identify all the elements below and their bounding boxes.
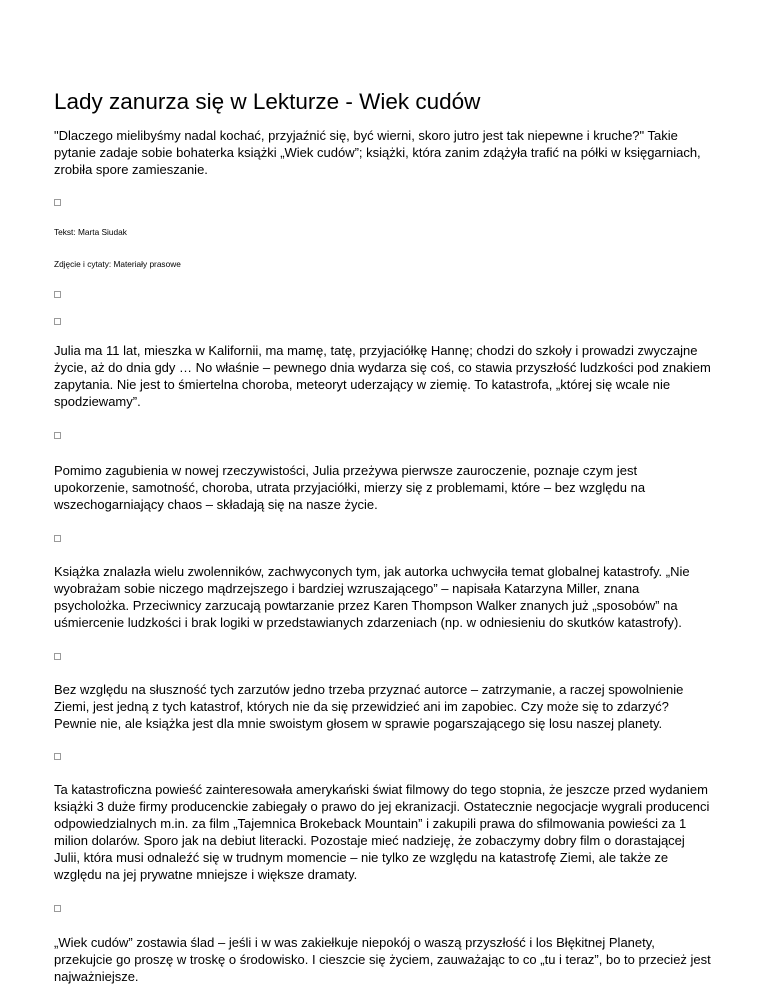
image-placeholder-icon <box>54 753 61 760</box>
article-lead: "Dlaczego mielibyśmy nadal kochać, przyjaźnić się, być wierni, skoro jutro jest tak niepewne i kruche?" Takie pytanie zadaje sobie bohaterka książki „Wiek cudów”; książki, która zanim zdążyła trafić na półki w księgarniach, zrobiła spore zamieszanie. <box>54 128 701 177</box>
image-placeholder-icon <box>54 199 61 206</box>
credit-photos: Zdjęcie i cytaty: Materiały prasowe <box>54 259 181 269</box>
article-paragraph: Ta katastroficzna powieść zainteresowała amerykański świat filmowy do tego stopnia, że jeszcze przed wydaniem książki 3 duże firmy producenckie zabiegały o prawo do jej ekranizacji. Ostatecznie negocjacje wygrali producenci odpowiedzialnych m.in. za film „Tajemnica Brokeback Mountain” i zakupili prawa do sfilmowania powieści za 1 milion dolarów. Sporo jak na debiut literacki. Pozostaje mieć nadzieję, że zobaczymy dobry film o dorastającej Julii, która musi odnaleźć się w trudnym momencie – nie tylko ze względu na katastrofę Ziemi, ale także ze względu na jej prywatne mniejsze i większe dramaty. <box>54 782 710 882</box>
document-page <box>54 88 714 985</box>
image-placeholder-icon <box>54 653 61 660</box>
article-title: Lady zanurza się w Lekturze - Wiek cudów <box>54 89 481 114</box>
image-placeholder-icon <box>54 432 61 439</box>
image-placeholder-icon <box>54 905 61 912</box>
image-placeholder-icon <box>54 291 61 298</box>
article-paragraph: Julia ma 11 lat, mieszka w Kalifornii, ma mamę, tatę, przyjaciółkę Hannę; chodzi do szkoły i prowadzi zwyczajne życie, aż do dnia gdy … No właśnie – pewnego dnia wydarza się coś, co stawia przyszłość ludzkości pod znakiem zapytania. Nie jest to śmiertelna choroba, meteoryt uderzający w ziemię. To katastrofa, „której się wcale nie spodziewamy”. <box>54 343 711 409</box>
article-paragraph: Pomimo zagubienia w nowej rzeczywistości, Julia przeżywa pierwsze zauroczenie, poznaje czym jest upokorzenie, samotność, choroba, utrata przyjaciółki, mierzy się z problemami, które – bez względu na wszechogarniający chaos – składają się na nasze życie. <box>54 463 646 512</box>
credit-text: Tekst: Marta Siudak <box>54 227 127 237</box>
image-placeholder-icon <box>54 318 61 325</box>
article-paragraph: Książka znalazła wielu zwolenników, zachwyconych tym, jak autorka uchwyciła temat globalnej katastrofy. „Nie wyobrażam sobie niczego mądrzejszego i bardziej wzruszającego” – napisała Katarzyna Miller, znana psycholożka. Przeciwnicy zarzucają powtarzanie przez Karen Thompson Walker znanych już „sposobów” na uśmiercenie ludzkości i brak logiki w przedstawianych zdarzeniach (np. w odniesieniu do skutków katastrofy). <box>54 564 690 630</box>
image-placeholder-icon <box>54 535 61 542</box>
article-paragraph: Bez względu na słuszność tych zarzutów jedno trzeba przyznać autorce – zatrzymanie, a raczej spowolnienie Ziemi, jest jedną z tych katastrof, których nie da się przewidzieć ani im zapobiec. Czy może się to zdarzyć? Pewnie nie, ale książka jest dla mnie swoistym głosem w sprawie pogarszającego się losu naszej planety. <box>54 682 684 731</box>
article-paragraph: „Wiek cudów” zostawia ślad – jeśli i w was zakiełkuje niepokój o waszą przyszłość i los Błękitnej Planety, przekujcie go proszę w troskę o środowisko. I cieszcie się życiem, zauważając to co „tu i teraz”, bo to przecież jest najważniejsze. <box>54 935 711 984</box>
